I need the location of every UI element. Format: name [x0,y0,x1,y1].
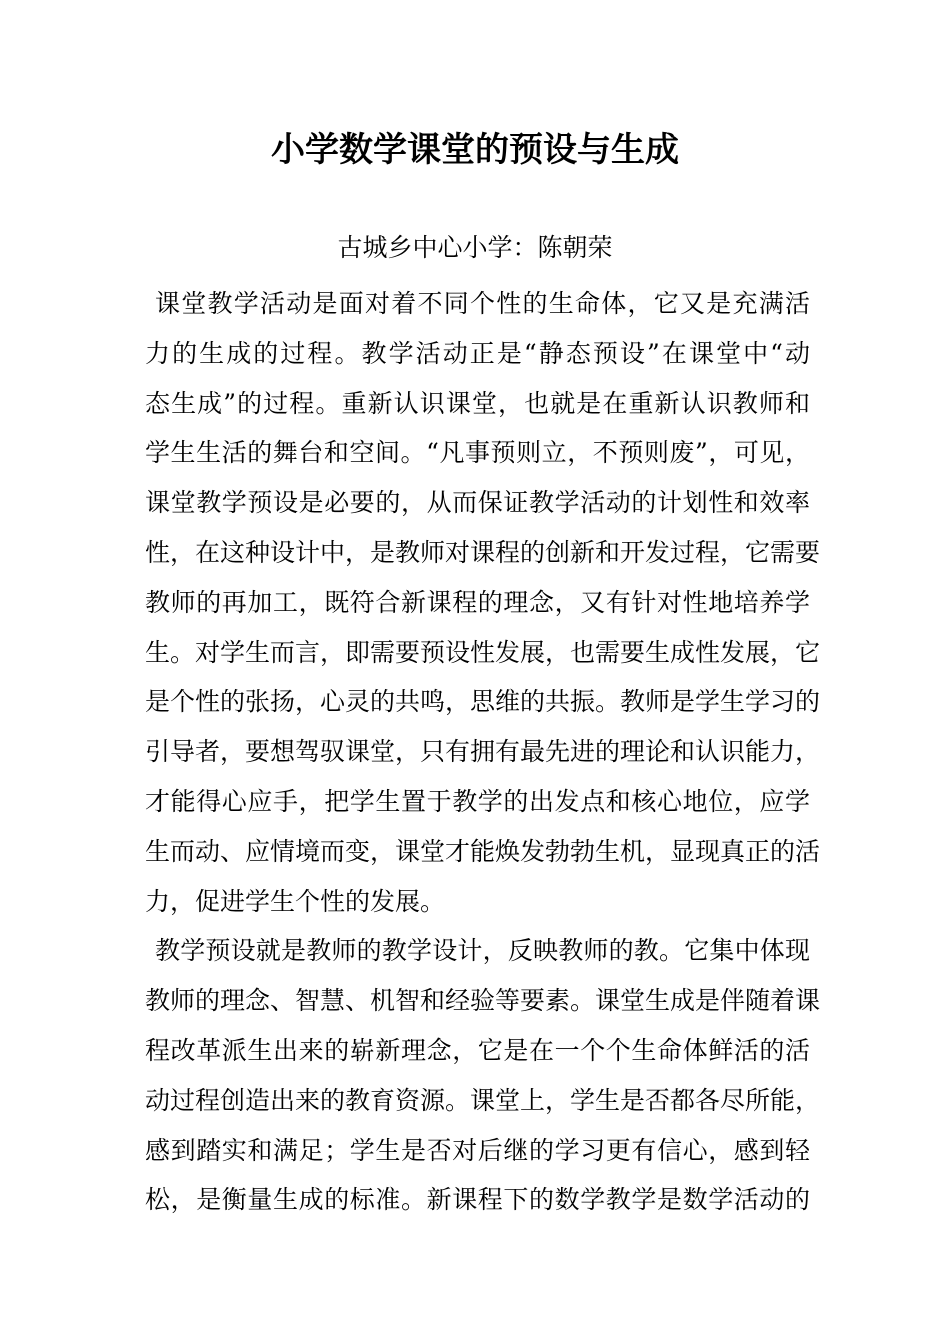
text-line: 课堂教学活动是面对着不同个性的生命体，它又是充满活 [155,289,810,318]
text-line: 是个性的张扬，心灵的共鸣，思维的共振。教师是学生学习的 [145,687,821,717]
text-line: 感到踏实和满足；学生是否对后继的学习更有信心，感到轻 [145,1135,810,1165]
text-line: 力，促进学生个性的发展。 [145,886,446,916]
text-line: 才能得心应手，把学生置于教学的出发点和核心地位，应学 [145,786,810,816]
text-line: 力的生成的过程。教学活动正是“静态预设”在课堂中“动 [145,338,810,368]
text-line: 学生生活的舞台和空间。“凡事预则立，不预则废”，可见， [145,438,810,468]
paragraph [145,926,821,1225]
text-line: 生。对学生而言，即需要预设性发展，也需要生成性发展，它 [145,637,821,667]
text-line: 教师的理念、智慧、机智和经验等要素。课堂生成是伴随着课 [145,986,821,1016]
text-line: 课堂教学预设是必要的，从而保证教学活动的计划性和效率 [145,488,810,518]
text-line: 动过程创造出来的教育资源。课堂上，学生是否都各尽所能， [145,1085,821,1115]
text-line: 程改革派生出来的崭新理念，它是在一个个生命体鲜活的活 [145,1035,810,1065]
paragraph [145,279,821,926]
author-byline: 古城乡中心小学：陈朝荣 [337,233,613,262]
text-line: 松，是衡量生成的标准。新课程下的数学教学是数学活动的 [145,1185,810,1215]
text-line: 教师的再加工，既符合新课程的理念，又有针对性地培养学 [145,587,810,617]
text-line: 性，在这种设计中，是教师对课程的创新和开发过程，它需要 [145,537,821,567]
document-title: 小学数学课堂的预设与生成 [271,130,679,170]
text-line: 生而动、应情境而变，课堂才能焕发勃勃生机，显现真正的活 [145,836,821,866]
text-line: 引导者，要想驾驭课堂，只有拥有最先进的理论和认识能力， [145,737,821,767]
document-body [145,279,821,1225]
text-line: 教学预设就是教师的教学设计，反映教师的教。它集中体现 [155,936,810,966]
text-line: 态生成”的过程。重新认识课堂，也就是在重新认识教师和 [145,388,810,418]
